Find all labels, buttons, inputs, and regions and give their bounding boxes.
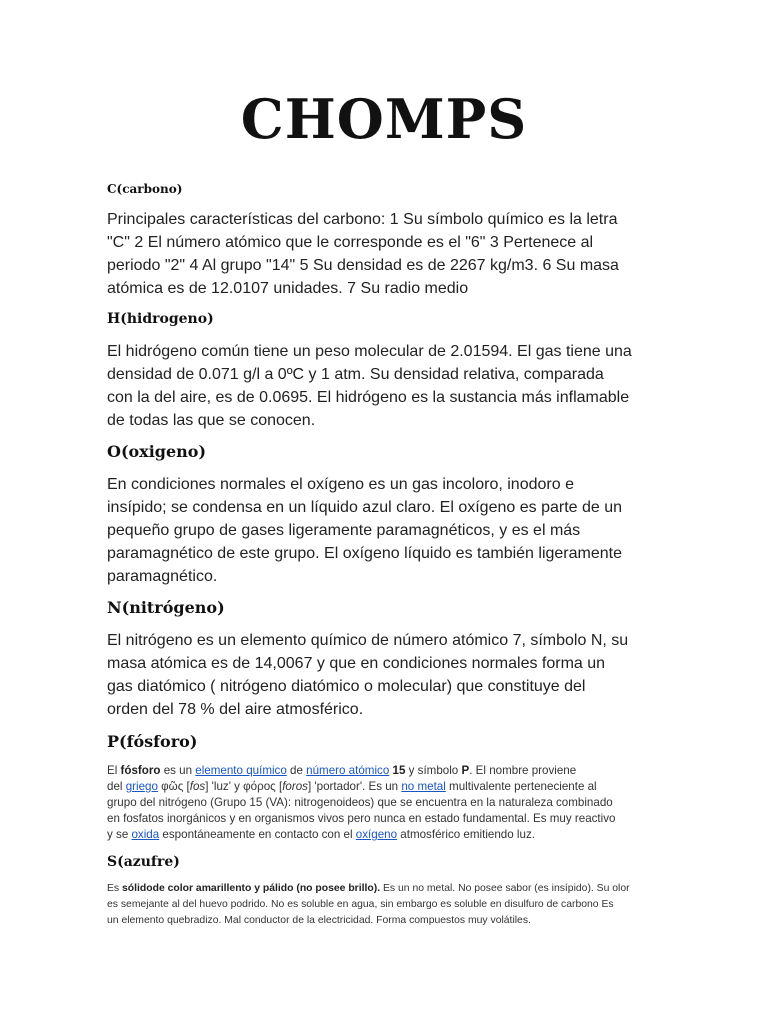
section-heading-fosforo: P(fósforo) (107, 732, 198, 751)
link-elemento-quimico[interactable]: elemento químico (195, 764, 287, 777)
text-line: en fosfatos inorgánicos y en organismos vivos pero nunca en estado fundamental. Es muy reactivo (107, 812, 616, 825)
link-numero-atomico[interactable]: número atómico (306, 764, 390, 777)
italic-text: fos (189, 780, 206, 793)
section-body-hidrogeno (107, 340, 663, 432)
text-run: del (107, 780, 126, 793)
section-heading-nitrogeno: N(nitrógeno) (107, 598, 225, 617)
text-line: Principales características del carbono: 1 Su símbolo químico es la letra (107, 211, 618, 228)
section-body-oxigeno (107, 473, 663, 588)
text-run: φῶς [ (157, 780, 190, 793)
text-line: un elemento quebradizo. Mal conductor de la electricidad. Forma compuestos muy volátiles. (107, 915, 531, 926)
text-line: pequeño grupo de gases ligeramente paramagnéticos, y es el más (107, 522, 581, 539)
section-heading-oxigeno: O(oxigeno) (107, 442, 207, 461)
text-line (107, 763, 667, 779)
text-run: . El nombre proviene (469, 764, 577, 777)
italic-text: foros (282, 780, 308, 793)
link-griego[interactable]: griego (125, 780, 158, 793)
text-line: paramagnético de este grupo. El oxígeno líquido es también ligeramente (107, 545, 622, 562)
text-line: de todas las que se conocen. (107, 412, 316, 429)
text-line: masa atómica es de 14,0067 y que en condiciones normales forma un (107, 655, 606, 672)
bold-text: fósforo (120, 764, 161, 777)
text-line: es semejante al del huevo podrido. No es soluble en agua, sin embargo es soluble en disulfuro de carbono Es (107, 899, 614, 910)
text-run: es un (160, 764, 196, 777)
text-run: multivalente perteneciente al (445, 780, 597, 793)
text-run: espontáneamente en contacto con el (159, 828, 356, 841)
text-run: ] 'portador'. Es un (307, 780, 402, 793)
section-heading-hidrogeno: H(hidrogeno) (107, 311, 214, 327)
section-body-nitrogeno (107, 629, 663, 721)
link-oxigeno[interactable]: oxígeno (355, 828, 398, 841)
section-body-fosforo (107, 763, 667, 843)
section-heading-carbono: C(carbono) (107, 182, 183, 196)
text-line: atómica es de 12.0107 unidades. 7 Su radio medio (107, 280, 469, 297)
text-run: El (107, 764, 121, 777)
text-line (107, 827, 667, 843)
text-line: insípido; se condensa en un líquido azul claro. El oxígeno es parte de un (107, 499, 623, 516)
text-line: "C" 2 El número atómico que le corresponde es el "6" 3 Pertenece al (107, 234, 594, 251)
section-body-carbono (107, 208, 663, 300)
text-run: y símbolo (405, 764, 462, 777)
section-heading-azufre: S(azufre) (107, 854, 180, 870)
text-run: Es (107, 883, 123, 894)
section-body-azufre (107, 881, 667, 929)
link-no-metal[interactable]: no metal (401, 780, 446, 793)
text-line: paramagnético. (107, 568, 218, 585)
bold-text: P (461, 764, 470, 777)
page-title: CHOMPS (240, 87, 528, 151)
text-run: Es un no metal. No posee sabor (es insípido). Su olor (380, 883, 630, 894)
text-line: orden del 78 % del aire atmosférico. (107, 701, 364, 718)
text-run: y se (107, 828, 132, 841)
text-line: grupo del nitrógeno (Grupo 15 (VA): nitrogenoideos) que se encuentra en la naturaleza combinado (107, 796, 613, 809)
text-line: densidad de 0.071 g/l a 0ºC y 1 atm. Su densidad relativa, comparada (107, 366, 604, 383)
text-line: periodo "2" 4 Al grupo "14" 5 Su densidad es de 2267 kg/m3. 6 Su masa (107, 257, 619, 274)
bold-text: sólidode color amarillento y pálido (no posee brillo). (122, 883, 381, 894)
bold-text: 15 (392, 764, 406, 777)
text-line: En condiciones normales el oxígeno es un gas incoloro, inodoro e (107, 476, 574, 493)
text-line (107, 779, 667, 795)
text-run: atmosférico emitiendo luz. (397, 828, 535, 841)
text-line: El hidrógeno común tiene un peso molecular de 2.01594. El gas tiene una (107, 343, 632, 360)
link-oxida[interactable]: oxida (131, 828, 160, 841)
text-run: de (286, 764, 307, 777)
text-line: gas diatómico ( nitrógeno diatómico o molecular) que constituye del (107, 678, 586, 695)
text-line (107, 881, 667, 897)
text-line: con la del aire, es de 0.0695. El hidrógeno es la sustancia más inflamable (107, 389, 630, 406)
text-line: El nitrógeno es un elemento químico de número atómico 7, símbolo N, su (107, 632, 629, 649)
text-run: ] 'luz' y φόρος [ (205, 780, 283, 793)
